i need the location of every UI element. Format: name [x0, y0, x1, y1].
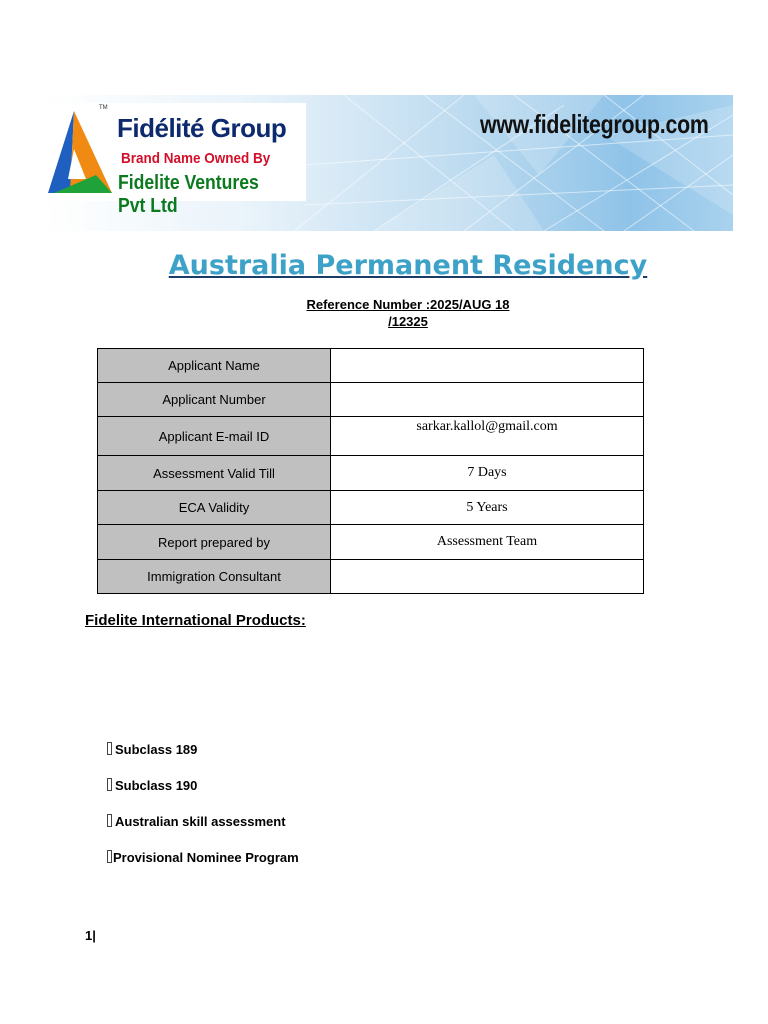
- bullet-icon: [107, 850, 112, 863]
- trademark-mark: TM: [99, 105, 108, 111]
- table-row: [98, 417, 644, 456]
- table-row: [98, 525, 644, 560]
- brand-logo: [44, 103, 306, 217]
- row-label: Applicant Number: [98, 383, 331, 417]
- row-value: [331, 383, 644, 417]
- list-item: [107, 742, 299, 778]
- product-label: Subclass 190: [115, 778, 198, 793]
- reference-number: [298, 296, 518, 330]
- table-row: [98, 491, 644, 525]
- bullet-icon: [107, 814, 112, 827]
- reference-line-2: /12325: [388, 314, 428, 329]
- header-banner: [44, 95, 733, 231]
- row-value: 7 Days: [331, 456, 644, 491]
- row-label: Report prepared by: [98, 525, 331, 560]
- row-label: Applicant Name: [98, 349, 331, 383]
- row-value: Assessment Team: [331, 525, 644, 560]
- brand-owned-by: Brand Name Owned By: [121, 150, 271, 167]
- row-value: [331, 349, 644, 383]
- row-value: sarkar.kallol@gmail.com: [331, 417, 644, 456]
- page-number: 1|: [85, 928, 96, 943]
- row-value: [331, 560, 644, 594]
- table-row: [98, 456, 644, 491]
- product-label: Provisional Nominee Program: [113, 850, 299, 865]
- bullet-icon: [107, 778, 112, 791]
- table-row: [98, 383, 644, 417]
- document-title: Australia Permanent Residency: [168, 250, 648, 281]
- reference-line-1: Reference Number :2025/AUG 18: [306, 297, 510, 312]
- table-row: [98, 349, 644, 383]
- products-heading: Fidelite International Products:: [85, 612, 306, 629]
- product-label: Subclass 189: [115, 742, 198, 757]
- row-label: Assessment Valid Till: [98, 456, 331, 491]
- row-label: ECA Validity: [98, 491, 331, 525]
- list-item: [107, 850, 299, 886]
- table-row: [98, 560, 644, 594]
- triangle-logo-icon: [46, 109, 116, 197]
- brand-company: Fidelite Ventures Pvt Ltd: [118, 172, 259, 217]
- applicant-info-table: [97, 348, 644, 594]
- bullet-icon: [107, 742, 112, 755]
- products-list: [107, 742, 299, 886]
- brand-title: Fidélité Group: [117, 113, 287, 143]
- list-item: [107, 778, 299, 814]
- row-label: Applicant E-mail ID: [98, 417, 331, 456]
- website-url: www.fidelitegroup.com: [480, 109, 709, 139]
- product-label: Australian skill assessment: [115, 814, 286, 829]
- row-label: Immigration Consultant: [98, 560, 331, 594]
- list-item: [107, 814, 299, 850]
- row-value: 5 Years: [331, 491, 644, 525]
